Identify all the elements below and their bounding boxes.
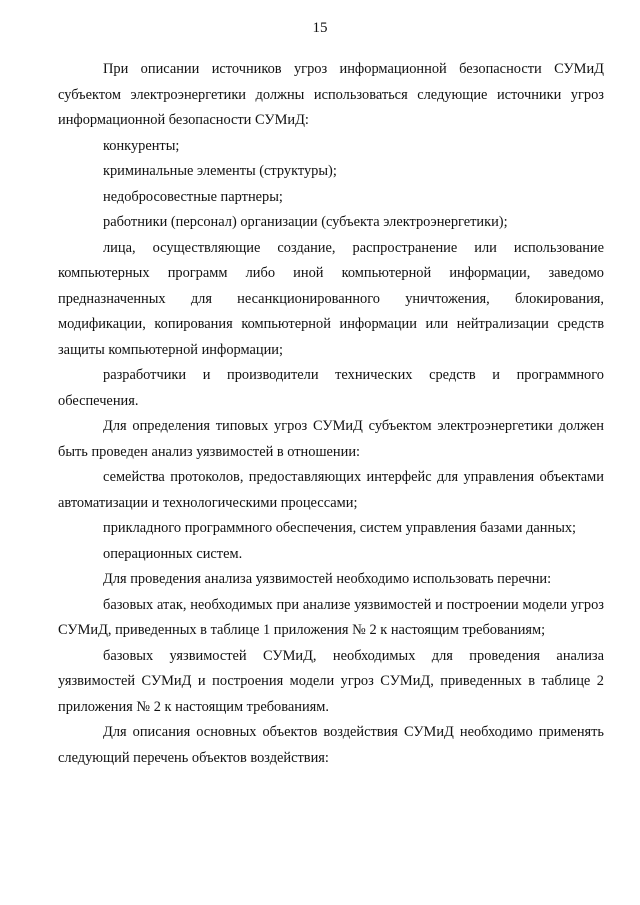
vulnerability-analysis-paragraph: Для определения типовых угроз СУМиД субъектом электроэнергетики должен быть проведен анализ уязвимостей в отношении: xyxy=(58,418,604,460)
list-item: криминальные элементы (структуры); xyxy=(103,163,337,179)
list-item: семейства протоколов, предоставляющих интерфейс для управления объектами автоматизации и технологическими процессами; xyxy=(58,469,604,511)
lists-paragraph: Для проведения анализа уязвимостей необходимо использовать перечни: xyxy=(103,571,552,587)
list-item: прикладного программного обеспечения, систем управления базами данных; xyxy=(103,520,577,536)
page-number: 15 xyxy=(312,20,328,36)
list-item: операционных систем. xyxy=(103,545,243,562)
list-item: разработчики и производители технических средств и программного обеспечения. xyxy=(58,367,604,409)
intro-paragraph: При описании источников угроз информационной безопасности СУМиД субъектом электроэнергетики должны использоваться следующие источники угроз информационной безопасности СУМиД: xyxy=(58,61,604,128)
impact-objects-paragraph: Для описания основных объектов воздействия СУМиД необходимо применять следующий перечень объектов воздействия: xyxy=(58,724,604,766)
list-item: недобросовестные партнеры; xyxy=(103,188,283,205)
document-body xyxy=(58,57,604,771)
list-item: базовых атак, необходимых при анализе уязвимостей и построении модели угроз СУМиД, приведенных в таблице 1 приложения № 2 к настоящим требованиям; xyxy=(58,596,604,638)
list-item: работники (персонал) организации (субъекта электроэнергетики); xyxy=(103,214,508,230)
list-item: лица, осуществляющие создание, распространение или использование компьютерных программ либо иной компьютерной информации, заведомо предназначенных для несанкционированного уничтожения, блокирования, модификации, копирования компьютерной информации или нейтрализации средств защиты компьютерной информации; xyxy=(58,239,604,358)
list-item: базовых уязвимостей СУМиД, необходимых для проведения анализа уязвимостей СУМиД и построения модели угроз СУМиД, приведенных в таблице 2 приложения № 2 к настоящим требованиям. xyxy=(58,647,604,715)
list-item: конкуренты; xyxy=(103,137,180,154)
